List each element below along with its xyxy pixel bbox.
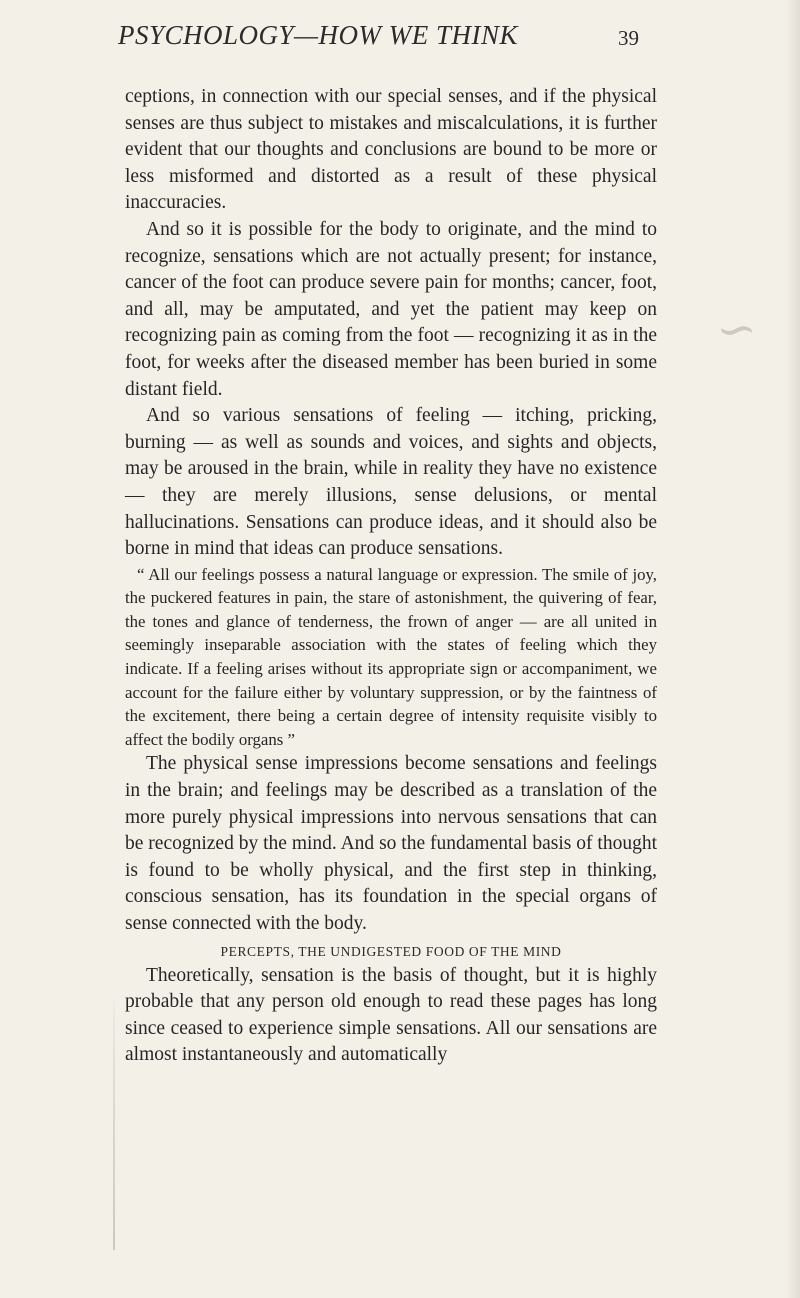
paragraph-5: Theoretically, sensation is the basis of thought, but it is highly probable that any person old enough to read these pages has long since ceased to experience simple sensations. All our sensations are almost instantaneously and automatically xyxy=(125,964,657,1066)
body-text xyxy=(125,84,657,1069)
paragraph-1: ceptions, in connection with our special senses, and if the physical senses are thus subject to mistakes and miscalculations, it is further evident that our thoughts and conclusions are bound to be more or less misformed and distorted as a result of these physical inaccuracies. xyxy=(125,86,657,214)
paragraph-2: And so it is possible for the body to originate, and the mind to recognize, sensations which are not actually present; for instance, cancer of the foot can produce severe pain for months; cancer, foot, and all, may be amputated, and yet the patient may keep on recognizing pain as coming from the foot — recognizing it as in the foot, for weeks after the diseased member has been buried in some distant field. xyxy=(125,218,657,400)
gutter-shadow xyxy=(113,1000,115,1250)
page-edge-shadow xyxy=(786,0,800,1298)
paragraph-3: And so various sensations of feeling — itching, pricking, burning — as well as sounds and voices, and sights and objects, may be aroused in the brain, while in reality they have no existence — they are merely illusions, sense delusions, or mental hallucinations. Sensations can produce ideas, and it should also be borne in mind that ideas can produce sensations. xyxy=(125,405,657,560)
running-title: PSYCHOLOGY—HOW WE THINK xyxy=(118,20,519,50)
page-number: 39 xyxy=(618,26,639,50)
paragraph-4: The physical sense impressions become sensations and feelings in the brain; and feelings may be described as a translation of the more purely physical impressions into nervous sensations that can be recognized by the mind. And so the fundamental basis of thought is found to be wholly physical, and the first step in thinking, conscious sensation, has its foundation in the special organs of sense connected with the body. xyxy=(125,753,657,934)
ink-bleed-mark: ∽ xyxy=(713,301,760,359)
section-heading: PERCEPTS, THE UNDIGESTED FOOD OF THE MIND xyxy=(220,943,562,959)
block-quote: “ All our feelings possess a natural language or expression. The smile of joy, the puckered features in pain, the stare of astonishment, the quivering of fear, the tones and glance of tenderness, the frown of anger — are all united in seemingly inseparable association with the states of feeling which they indicate. If a feeling arises without its appropriate sign or accompaniment, we account for the failure either by voluntary suppression, or by the faintness of the excitement, there being a certain degree of intensity requisite visibly to affect the bodily organs ” xyxy=(125,564,657,749)
page-header xyxy=(0,20,800,60)
